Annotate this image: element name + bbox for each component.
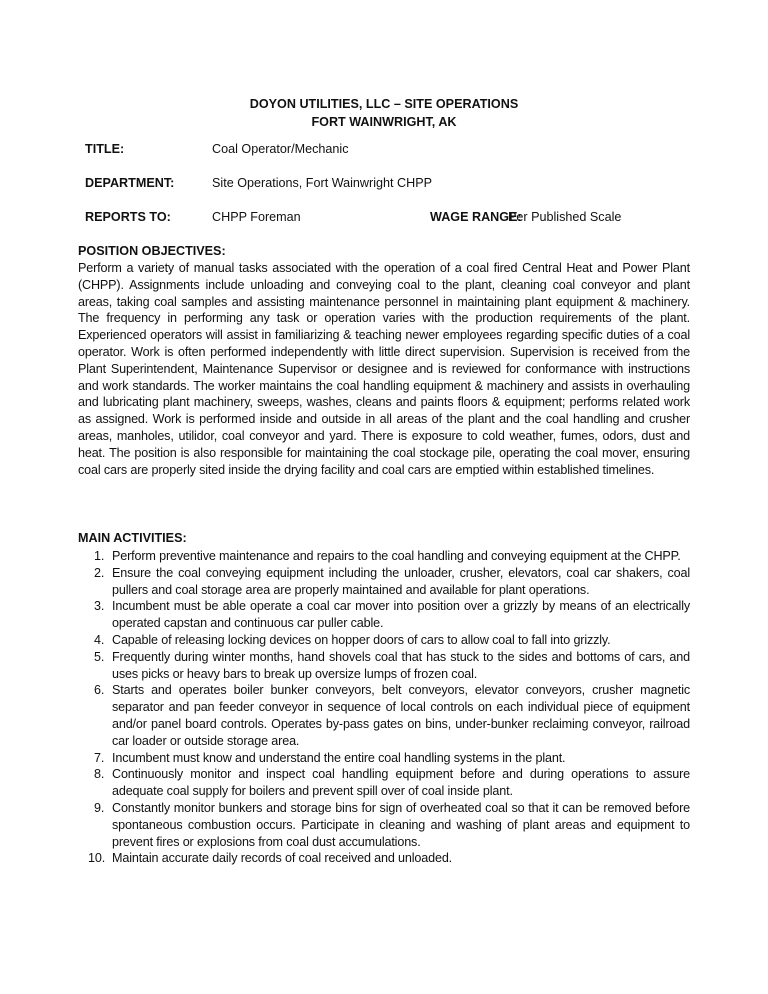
- list-item: 2. Ensure the coal conveying equipment including the unloader, crusher, elevators, coal car shakers, coal pullers and coal storage area are properly maintained and available for plant operations.: [94, 565, 690, 597]
- list-item: 5. Frequently during winter months, hand shovels coal that has stuck to the sides and bottoms of cars, and uses picks or heavy bars to break up oversize lumps of frozen coal.: [94, 649, 690, 681]
- wage-range-label: WAGE RANGE:: [430, 210, 522, 224]
- list-item: 10. Maintain accurate daily records of coal received and unloaded.: [88, 851, 453, 866]
- list-item: 8. Continuously monitor and inspect coal handling equipment before and during operations to assure adequate coal supply for boilers and prevent spill over of coal inside plant.: [94, 767, 690, 799]
- location-heading: FORT WAINWRIGHT, AK: [311, 115, 457, 129]
- title-value: Coal Operator/Mechanic: [212, 142, 349, 156]
- main-activities-list: [78, 548, 690, 867]
- main-activities-heading: MAIN ACTIVITIES:: [78, 531, 187, 545]
- reports-to-value: CHPP Foreman: [212, 210, 301, 224]
- company-heading: DOYON UTILITIES, LLC – SITE OPERATIONS: [249, 97, 519, 111]
- list-item: 1. Perform preventive maintenance and repairs to the coal handling and conveying equipment at the CHPP.: [94, 549, 681, 563]
- position-objectives-text: Perform a variety of manual tasks associated with the operation of a coal fired Central Heat and Power Plant (CHPP). Assignments include unloading and conveying coal to the plant, cleaning coal conveyor and plant areas, taking coal samples and assisting maintenance personnel in maintaining plant equipment & machinery. The frequency in performing any task or operation varies with the production requirements of the plant. Experienced operators will assist in familiarizing & teaching newer employees regarding specific duties of a coal operator. Work is often performed independently with little direct supervision. Supervision is received from the Plant Superintendent, Maintenance Supervisor or designee and is reviewed for conformance with instructions and work standards. The worker maintains the coal handling equipment & machinery and assists in overhauling and lubricating plant machinery, sweeps, washes, cleans and paints floors & equipment; performs related work as assigned. Work is performed inside and outside in all areas of the plant and the coal handling and crusher areas, manholes, utilidor, coal conveyor and yard. There is exposure to cold weather, fumes, odors, dust and heat. The position is also responsible for maintaining the coal stockage pile, operating the coal mover, ensuring coal cars are properly sited inside the drying facility and coal cars are emptied within established timelines.: [78, 261, 690, 477]
- reports-to-label: REPORTS TO:: [85, 210, 171, 224]
- list-item: 7. Incumbent must know and understand the entire coal handling systems in the plant.: [94, 750, 566, 765]
- list-item: 9. Constantly monitor bunkers and storage bins for sign of overheated coal so that it can be removed before spontaneous combustion occurs. Participate in cleaning and washing of plant areas and equipment to prevent fires or explosions from coal dust accumulations.: [94, 800, 690, 849]
- list-item: 6. Starts and operates boiler bunker conveyors, belt conveyors, elevator conveyors, crusher magnetic separator and pan feeder conveyor in sequence of local controls on each individual piece of equipment and/or panel board controls. Operates by-pass gates on bins, under-bunker reclaiming conveyor, railroad car loader or outside storage area.: [94, 683, 690, 748]
- wage-range-value: Per Published Scale: [508, 210, 622, 224]
- department-label: DEPARTMENT:: [85, 176, 175, 190]
- list-item: 4. Capable of releasing locking devices on hopper doors of cars to allow coal to fall into grizzly.: [94, 632, 611, 647]
- position-objectives-heading: POSITION OBJECTIVES:: [78, 244, 226, 258]
- department-value: Site Operations, Fort Wainwright CHPP: [212, 176, 432, 190]
- title-label: TITLE:: [85, 142, 125, 156]
- list-item: 3. Incumbent must be able operate a coal car mover into position over a grizzly by means of an electrically operated capstan and continuous car puller cable.: [94, 599, 690, 631]
